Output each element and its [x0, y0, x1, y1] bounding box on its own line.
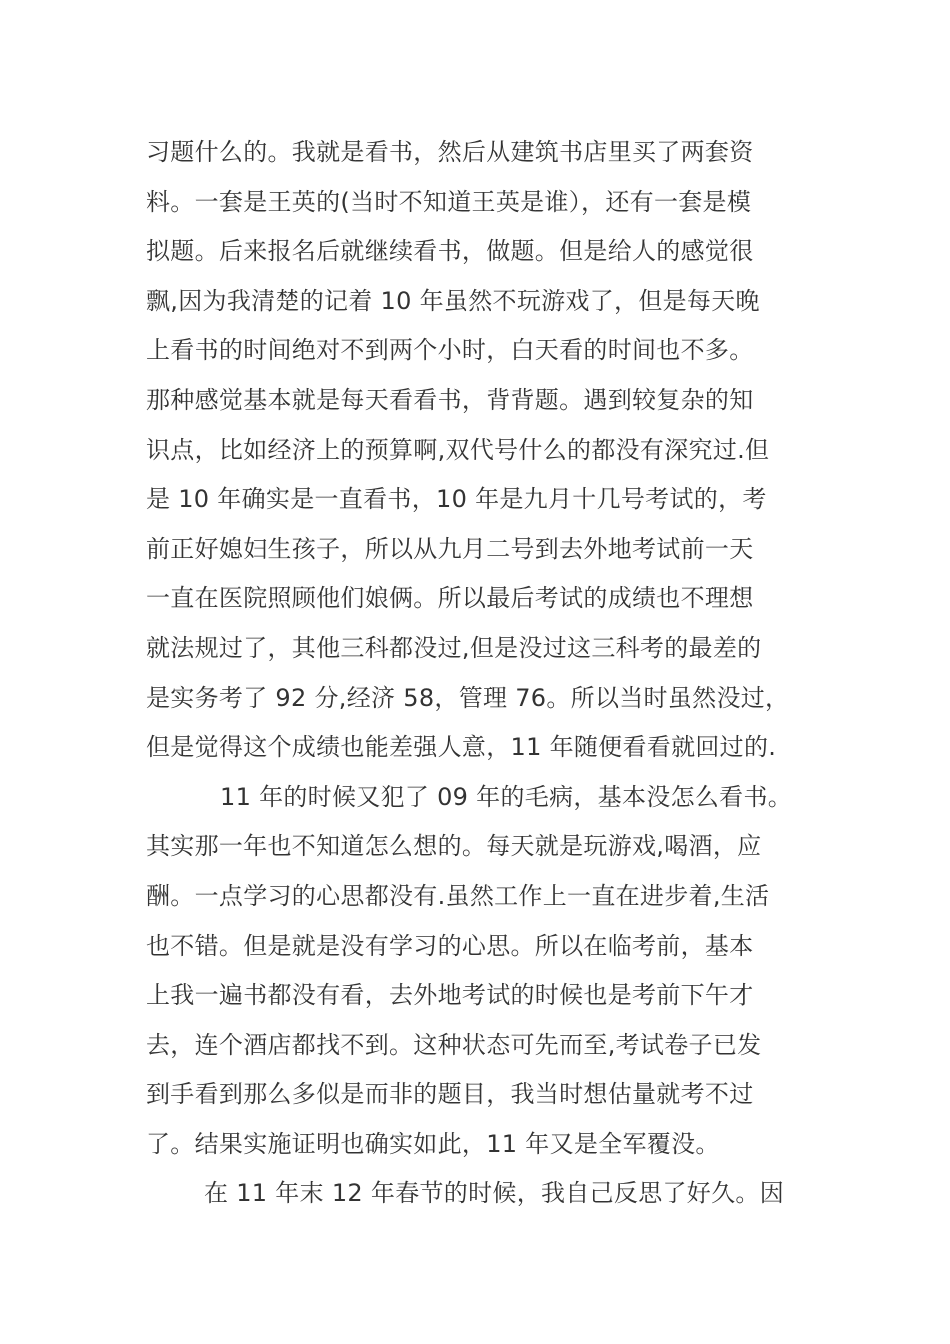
text-line: 去，连个酒店都找不到。这种状态可先而至,考试卷子已发: [146, 1030, 762, 1059]
text-line: 习题什么的。我就是看书，然后从建筑书店里买了两套资: [146, 138, 754, 166]
text-line: 但是觉得这个成绩也能差强人意，11 年随便看看就回过的.: [146, 733, 777, 762]
text-line: 拟题。后来报名后就继续看书，做题。但是给人的感觉很: [146, 237, 754, 266]
text-line: 到手看到那么多似是而非的题目，我当时想估量就考不过: [146, 1080, 754, 1109]
text-line: 酬。一点学习的心思都没有.虽然工作上一直在进步着,生活: [146, 881, 770, 910]
text-line: 就法规过了，其他三科都没过,但是没过这三科考的最差的: [146, 633, 762, 662]
paragraph-start-line: 11 年的时候又犯了 09 年的毛病，基本没怎么看书。: [220, 782, 793, 811]
text-line: 前正好媳妇生孩子，所以从九月二号到去外地考试前一天: [146, 534, 754, 563]
text-line: 是实务考了 92 分,经济 58，管理 76。所以当时虽然没过，: [146, 683, 790, 712]
paragraph-start-line: 在 11 年末 12 年春节的时候，我自己反思了好久。因: [204, 1179, 784, 1208]
text-line: 飘,因为我清楚的记着 10 年虽然不玩游戏了，但是每天晚: [146, 286, 760, 315]
text-line: 其实那一年也不知道怎么想的。每天就是玩游戏,喝酒，应: [146, 832, 762, 861]
text-line: 上看书的时间绝对不到两个小时，白天看的时间也不多。: [146, 336, 754, 365]
text-line: 那种感觉基本就是每天看看书，背背题。遇到较复杂的知: [146, 385, 754, 414]
text-line: 一直在医院照顾他们娘俩。所以最后考试的成绩也不理想: [146, 584, 754, 613]
text-line: 识点，比如经济上的预算啊,双代号什么的都没有深究过.但: [146, 435, 770, 464]
text-line: 是 10 年确实是一直看书，10 年是九月十几号考试的，考: [146, 485, 767, 514]
text-line: 也不错。但是就是没有学习的心思。所以在临考前，基本: [146, 931, 754, 960]
text-line: 料。一套是王英的(当时不知道王英是谁），还有一套是模: [146, 187, 752, 216]
text-line: 上我一遍书都没有看，去外地考试的时候也是考前下午才: [146, 981, 754, 1010]
text-line: 了。结果实施证明也确实如此，11 年又是全军覆没。: [146, 1129, 720, 1158]
body-text: [146, 128, 816, 1219]
